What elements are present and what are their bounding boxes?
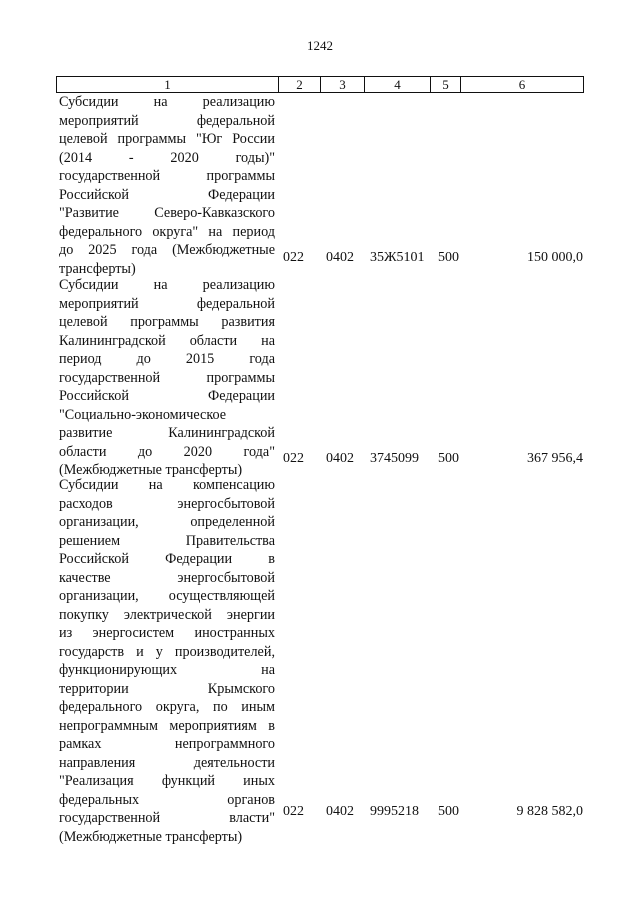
description-line: "Социально-экономическое [59,406,227,423]
description-line: решением Правительства [59,532,275,549]
amount: 150 000,0 [527,250,583,265]
section-code: 0402 [326,250,354,265]
column-header-2: 2 [279,77,321,93]
description-line: государственной программы [59,168,275,184]
description-line: (Межбюджетные трансферты) [59,462,243,478]
amount: 9 828 582,0 [516,804,583,819]
ministry-code: 022 [283,451,304,466]
target-article-code: 9995218 [370,804,419,819]
description-line: покупку электрической энергии [59,606,275,623]
column-header-4: 4 [365,77,431,93]
description-line: мероприятий федеральной [59,295,275,312]
ministry-code: 022 [283,804,304,819]
ministry-code: 022 [283,250,304,265]
description-line: до 2025 года (Межбюджетные [59,242,275,258]
description-line: функционирующих на [59,662,275,678]
description-line: Российской Федерации [59,186,275,203]
description-line: целевой программы развития [59,314,275,330]
description-line: области до 2020 года" [59,443,275,460]
section-code: 0402 [326,451,354,466]
description-line: период до 2015 года [59,351,275,367]
description-line: организации, определенной [59,514,275,530]
description-line: Субсидии на реализацию [59,277,275,293]
description-line: непрограммным мероприятиям в [59,717,275,734]
description-line: Российской Федерации в [59,551,275,567]
description-line: качестве энергосбытовой [59,569,275,586]
description-line: организации, осуществляющей [59,588,275,604]
target-article-code: 3745099 [370,451,419,466]
column-header-5: 5 [431,77,461,93]
expense-type-code: 500 [438,804,459,819]
description-line: мероприятий федеральной [59,112,275,129]
description-line: государственной программы [59,369,275,386]
row-description [59,276,275,480]
description-line: государственной власти" [59,810,275,826]
expense-type-code: 500 [438,250,459,265]
description-line: федерального округа, по иным [59,699,275,715]
description-line: Субсидии на реализацию [59,94,275,110]
description-line: рамках непрограммного [59,736,275,752]
description-line: государств и у производителей, [59,643,275,660]
column-header-3: 3 [321,77,365,93]
description-line: федеральных органов [59,791,275,808]
description-line: целевой программы "Юг России [59,131,275,147]
description-line: Субсидии на компенсацию [59,477,275,493]
expense-type-code: 500 [438,451,459,466]
column-header-1: 1 [57,77,279,93]
row-description [59,93,275,278]
column-header-table [56,76,584,93]
description-line: (2014 - 2020 годы)" [59,149,275,166]
description-line: (Межбюджетные трансферты) [59,828,243,845]
description-line: расходов энергосбытовой [59,495,275,512]
description-line: трансферты) [59,260,136,277]
description-line: направления деятельности [59,754,275,771]
page-number: 1242 [307,38,333,53]
description-line: "Развитие Северо-Кавказского [59,205,275,221]
description-line: Калининградской области на [59,332,275,349]
description-line: "Реализация функций иных [59,773,275,789]
column-header-row [57,77,584,93]
amount: 367 956,4 [527,451,583,466]
section-code: 0402 [326,804,354,819]
target-article-code: 35Ж5101 [370,250,425,265]
row-description [59,476,275,846]
description-line: развитие Калининградской [59,425,275,441]
description-line: территории Крымского [59,680,275,697]
description-line: федерального округа" на период [59,223,275,240]
description-line: Российской Федерации [59,388,275,404]
description-line: из энергосистем иностранных [59,625,275,641]
column-header-6: 6 [461,77,584,93]
